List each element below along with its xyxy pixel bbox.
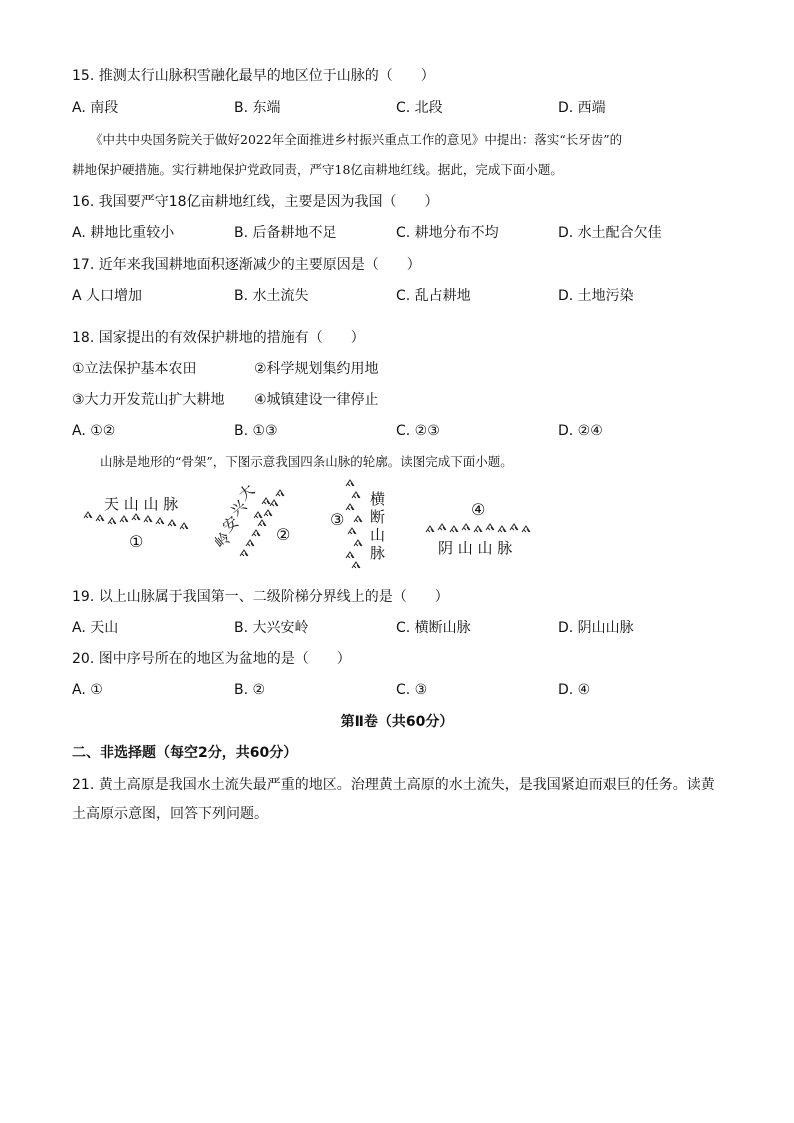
q16-option-c[interactable]: C. 耕地分布不均 [396, 225, 499, 241]
passage1-line1: 《中共中央国务院关于做好2022年全面推进乡村振兴重点工作的意见》中提出：落实“长牙齿”的 [90, 132, 623, 147]
passage1-line2: 耕地保护硬措施。实行耕地保护党政同责，严守18亿亩耕地红线。据此，完成下面小题。 [72, 162, 563, 177]
daxinganling-char-2: 兴 [227, 496, 251, 521]
yinshan-label: 阴 山 山 脉 [438, 539, 513, 557]
hengduan-char-4: 脉 [370, 544, 386, 562]
q15-option-c[interactable]: C. 北段 [396, 100, 443, 116]
section2-title: 第Ⅱ卷（共60分） [340, 714, 454, 730]
q17-stem: 17. 近年来我国耕地面积逐渐减少的主要原因是（ ） [72, 257, 421, 273]
hengduan-char-1: 横 [370, 490, 386, 508]
q18-option-c[interactable]: C. ②③ [396, 423, 440, 439]
q20-option-b[interactable]: B. ② [234, 682, 266, 698]
q20-stem: 20. 图中序号所在的地区为盆地的是（ ） [72, 651, 351, 667]
hengduan-char-3: 山 [370, 526, 386, 544]
daxinganling-char-4: 岭 [211, 528, 235, 553]
q17-option-b[interactable]: B. 水土流失 [234, 288, 309, 304]
q19-option-b[interactable]: B. 大兴安岭 [234, 620, 309, 636]
q17-option-d[interactable]: D. 土地污染 [558, 288, 634, 304]
daxinganling-char-1: 大 [235, 480, 259, 505]
q16-option-d[interactable]: D. 水土配合欠佳 [558, 225, 662, 241]
q15-option-b[interactable]: B. 东端 [234, 100, 281, 116]
hengduan-number: ③ [330, 510, 345, 529]
q18-item-3: ③大力开发荒山扩大耕地 [72, 392, 225, 408]
tianshan-label: 天 山 山 脉 [104, 495, 179, 513]
hengduan-peaks [346, 480, 362, 568]
q18-option-b[interactable]: B. ①③ [234, 423, 278, 439]
q16-option-b[interactable]: B. 后备耕地不足 [234, 225, 337, 241]
q18-option-a[interactable]: A. ①② [72, 423, 116, 439]
tianshan-number: ① [129, 532, 144, 551]
q20-option-c[interactable]: C. ③ [396, 682, 428, 698]
q18-item-1: ①立法保护基本农田 [72, 361, 197, 377]
section2-heading: 二、非选择题（每空2分，共60分） [72, 745, 298, 761]
tianshan-peaks [84, 512, 188, 529]
q19-stem: 19. 以上山脉属于我国第一、二级阶梯分界线上的是（ ） [72, 589, 449, 605]
q15-option-a[interactable]: A. 南段 [72, 100, 119, 116]
q15-stem: 15. 推测太行山脉积雪融化最早的地区位于山脉的（ ） [72, 68, 435, 84]
q18-option-d[interactable]: D. ②④ [558, 423, 603, 439]
daxinganling-char-3: 安 [219, 512, 243, 537]
yinshan-peaks [426, 524, 530, 532]
passage2-line1: 山脉是地形的“骨架”，下图示意我国四条山脉的轮廓。读图完成下面小题。 [100, 454, 513, 469]
q19-option-a[interactable]: A. 天山 [72, 620, 119, 636]
hengduan-char-2: 断 [370, 508, 386, 526]
q19-option-c[interactable]: C. 横断山脉 [396, 620, 471, 636]
q16-stem: 16. 我国要严守18亿亩耕地红线，主要是因为我国（ ） [72, 194, 439, 210]
q17-option-a[interactable]: A 人口增加 [72, 288, 143, 304]
q16-option-a[interactable]: A. 耕地比重较小 [72, 225, 175, 241]
q18-stem: 18. 国家提出的有效保护耕地的措施有（ ） [72, 330, 365, 346]
q20-option-a[interactable]: A. ① [72, 682, 103, 698]
q17-option-c[interactable]: C. 乱占耕地 [396, 288, 471, 304]
q21-line2: 土高原示意图，回答下列问题。 [72, 806, 268, 822]
yinshan-number: ④ [471, 500, 486, 519]
q21-line1: 21. 黄土高原是我国水土流失最严重的地区。治理黄土高原的水土流失，是我国紧迫而艰巨的任务。读黄 [72, 777, 715, 793]
q18-item-4: ④城镇建设一律停止 [254, 392, 379, 408]
q18-item-2: ②科学规划集约用地 [254, 361, 379, 377]
q15-option-d[interactable]: D. 西端 [558, 100, 606, 116]
q19-option-d[interactable]: D. 阴山山脉 [558, 620, 634, 636]
q20-option-d[interactable]: D. ④ [558, 682, 591, 698]
daxinganling-number: ② [276, 525, 291, 544]
